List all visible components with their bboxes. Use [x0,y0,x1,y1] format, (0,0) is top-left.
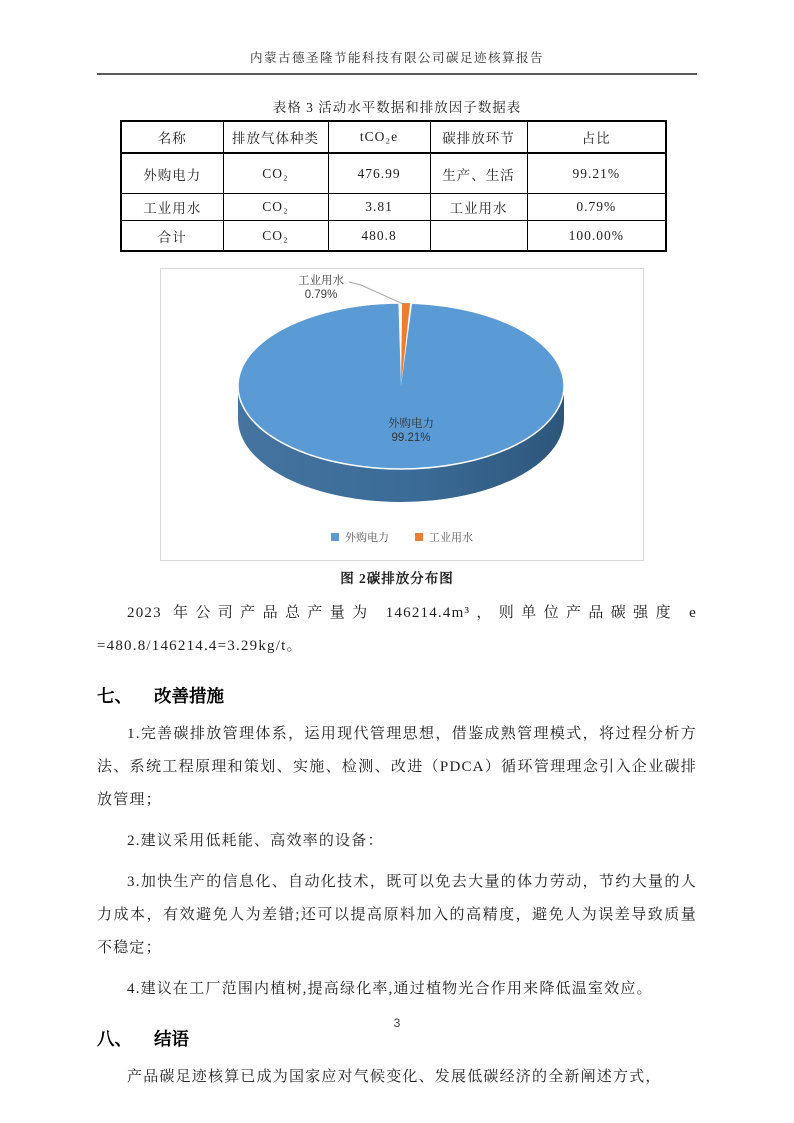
cell-gas: CO₂ [223,153,328,194]
section-title: 结语 [154,1029,189,1049]
data-label-electricity-name: 外购电力 [388,418,434,430]
figure-caption: 图 2碳排放分布图 [340,571,454,586]
legend-item-water [415,529,473,545]
cell-name: 合计 [121,221,223,252]
col-header-tco2e: tCO₂e [328,121,430,153]
improvement-item-1: 1.完善碳排放管理体系，运用现代管理思想，借鉴成熟管理模式，将过程分析方法、系统工程原理和策划、实施、检测、改进（PDCA）循环管理理念引入企业碳排放管理； [97,726,697,808]
table-row-electricity [121,153,666,194]
cell-share: 100.00% [527,221,666,252]
page-number: 3 [393,1016,401,1030]
col-header-stage: 碳排放环节 [430,121,527,153]
col-header-share: 占比 [527,121,666,153]
data-label-electricity [373,417,449,445]
cell-name: 工业用水 [121,194,223,221]
data-label-water-name: 工业用水 [298,275,344,287]
legend-label-electricity: 外购电力 [345,532,389,544]
leader-line-water [349,282,403,304]
col-header-gas-type: 排放气体种类 [223,121,328,153]
table-header-row [121,121,666,153]
emission-factor-table [120,120,667,252]
cell-gas: CO₂ [223,221,328,252]
chart-legend [161,529,643,545]
improvement-item-2: 2.建议采用低耗能、高效率的设备： [127,833,384,849]
legend-swatch-water [415,533,423,541]
pie-chart-canvas [161,269,643,560]
cell-stage: 生产、生活 [430,153,527,194]
section-heading-improvement [97,683,697,708]
report-header-title: 内蒙古德圣隆节能科技有限公司碳足迹核算报告 [249,51,544,65]
data-label-water-value: 0.79% [304,289,338,301]
table-row-total [121,221,666,252]
cell-stage: 工业用水 [430,194,527,221]
section-number: 七、 [97,686,132,706]
cell-tco2e: 3.81 [328,194,430,221]
improvement-item-4: 4.建议在工厂范围内植树,提高绿化率,通过植物光合作用来降低温室效应。 [127,981,653,997]
header-divider [97,73,697,75]
legend-item-electricity [331,529,389,545]
col-header-name: 名称 [121,121,223,153]
data-label-water [287,274,355,302]
improvement-item-3: 3.加快生产的信息化、自动化技术，既可以免去大量的体力劳动，节约大量的人力成本，有效避免人为差错;还可以提高原料加入的高精度，避免人为误差导致质量不稳定； [97,874,697,956]
conclusion-paragraph: 产品碳足迹核算已成为国家应对气候变化、发展低碳经济的全新阐述方式， [127,1069,662,1085]
table-row-water [121,194,666,221]
cell-name: 外购电力 [121,153,223,194]
cell-share: 0.79% [527,194,666,221]
cell-gas: CO₂ [223,194,328,221]
production-paragraph-line1: 2023 年公司产品总产量为 146214.4m³，则单位产品碳强度 e [127,605,697,621]
cell-tco2e: 480.8 [328,221,430,252]
production-paragraph-line2: =480.8/146214.4=3.29kg/t。 [97,638,303,654]
section-title: 改善措施 [154,686,224,706]
cell-stage [430,221,527,252]
pie-chart-frame [160,268,644,561]
cell-tco2e: 476.99 [328,153,430,194]
cell-share: 99.21% [527,153,666,194]
legend-label-water: 工业用水 [429,532,473,544]
data-label-electricity-value: 99.21% [391,432,431,444]
section-number: 八、 [97,1029,132,1049]
legend-swatch-electricity [331,533,339,541]
table-caption: 表格 3 活动水平数据和排放因子数据表 [272,100,522,115]
